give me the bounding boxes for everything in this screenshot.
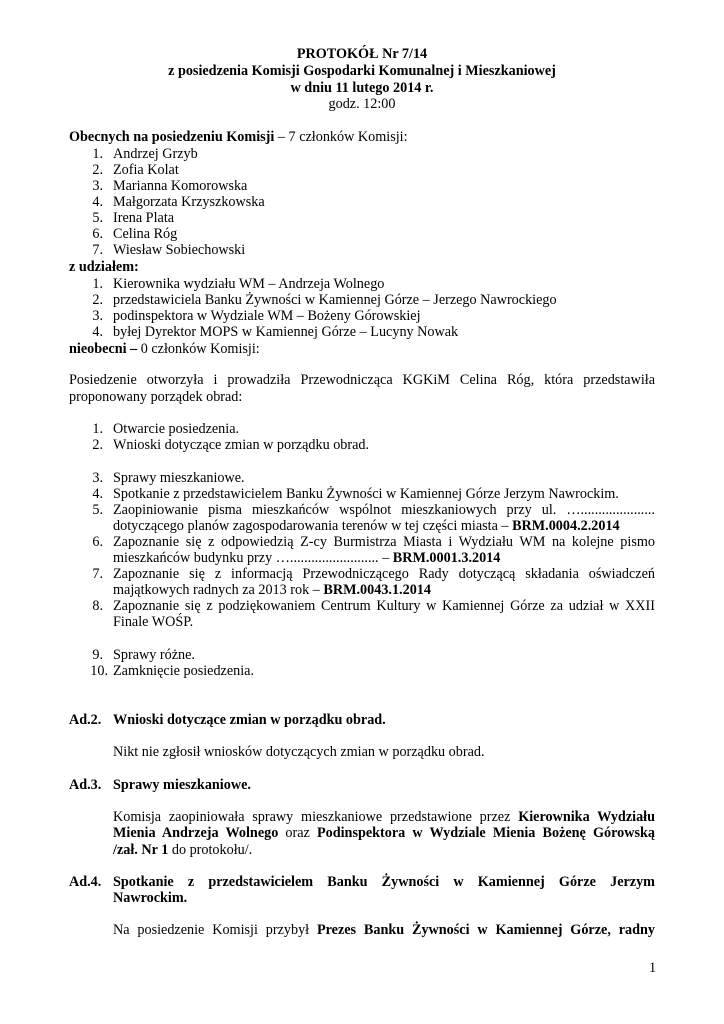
case-reference: BRM.0001.3.2014 — [392, 550, 501, 566]
guest-item: podinspektora w Wydziale WM – Bożeny Górowskiej — [113, 308, 421, 324]
agenda-item: Wnioski dotyczące zmian w porządku obrad. — [113, 437, 370, 453]
member-item: Zofia Kolat — [113, 162, 179, 178]
section-text-ad2: Nikt nie zgłosił wniosków dotyczących zmian w porządku obrad. — [113, 744, 485, 760]
member-item: Małgorzata Krzyszkowska — [113, 194, 265, 210]
section-heading-ad4: Spotkanie z przedstawicielem Banku Żywności w Kamiennej Górze Jerzym — [113, 874, 655, 890]
list-number: 3. — [92, 308, 103, 324]
guest-item: Kierownika wydziału WM – Andrzeja Wolnego — [113, 276, 385, 292]
agenda-item-text: majątkowych radnych za 2013 rok – — [113, 582, 324, 598]
list-number: 1. — [92, 276, 103, 292]
guest-item: przedstawiciela Banku Żywności w Kamiennej Górze – Jerzego Nawrockiego — [113, 292, 557, 308]
list-number: 1. — [92, 421, 103, 437]
absent-label: nieobecni – — [69, 341, 138, 357]
meeting-time: godz. 12:00 — [328, 96, 396, 112]
section-label-ad3: Ad.3. — [69, 777, 102, 793]
list-number: 3. — [92, 470, 103, 486]
text-run-bold: Podinspektora w Wydziale Mienia Bożenę Górowską — [316, 825, 655, 841]
agenda-item-cont: Finale WOŚP. — [113, 614, 194, 630]
section-heading-ad4-cont: Nawrockim. — [113, 890, 188, 906]
text-run: oraz — [278, 825, 317, 841]
case-reference: BRM.0004.2.2014 — [512, 518, 620, 534]
list-number: 6. — [92, 534, 103, 550]
text-run-bold: Kierownika Wydziału — [518, 809, 655, 825]
agenda-item-text: mieszkańców budynku przy …......................... – — [113, 550, 393, 566]
section-heading-ad3: Sprawy mieszkaniowe. — [113, 777, 251, 793]
section-text-ad4 — [113, 922, 655, 938]
document-subtitle: z posiedzenia Komisji Gospodarki Komunalnej i Mieszkaniowej — [168, 63, 556, 79]
agenda-item: Otwarcie posiedzenia. — [113, 421, 240, 437]
document-title: PROTOKÓŁ Nr 7/14 — [296, 46, 428, 62]
list-number: 4. — [92, 194, 103, 210]
list-number: 2. — [92, 292, 103, 308]
guest-item: byłej Dyrektor MOPS w Kamiennej Górze – Lucyny Nowak — [113, 324, 459, 340]
text-run-bold: Prezes Banku Żywności w Kamiennej Górze, radny — [316, 922, 655, 938]
absent-count: 0 członków Komisji: — [137, 341, 260, 357]
member-item: Celina Róg — [113, 226, 178, 242]
agenda-item: Zapoznanie się z informacją Przewodniczącego Rady dotyczącą składania oświadczeń — [113, 566, 655, 582]
list-number: 2. — [92, 162, 103, 178]
list-number: 8. — [92, 598, 103, 614]
section-text-ad3-line3 — [113, 842, 252, 858]
present-line — [69, 129, 408, 145]
list-number: 1. — [92, 146, 103, 162]
meeting-date: w dniu 11 lutego 2014 r. — [290, 80, 434, 96]
member-item: Marianna Komorowska — [113, 178, 248, 194]
agenda-item-text: dotyczącego planów zagospodarowania terenów w tej części miasta – — [113, 518, 513, 534]
list-number: 7. — [92, 242, 103, 258]
list-number: 5. — [92, 502, 103, 518]
section-label-ad4: Ad.4. — [69, 874, 102, 890]
agenda-item-cont — [113, 518, 620, 534]
absent-line — [69, 341, 260, 357]
list-number: 10. — [90, 663, 108, 679]
member-item: Irena Plata — [113, 210, 175, 226]
present-label: Obecnych na posiedzeniu Komisji — [69, 129, 275, 145]
text-run: do protokołu/. — [168, 842, 253, 858]
agenda-item: Zapoznanie się z podziękowaniem Centrum Kultury w Kamiennej Górze za udział w XXII — [113, 598, 655, 614]
list-number: 7. — [92, 566, 103, 582]
text-run: Komisja zaopiniowała sprawy mieszkaniowe przedstawione przez — [113, 809, 519, 825]
agenda-item: Zapoznanie się z odpowiedzią Z-cy Burmistrza Miasta i Wydziału WM na kolejne pismo — [113, 534, 655, 550]
list-number: 4. — [92, 486, 103, 502]
list-number: 4. — [92, 324, 103, 340]
list-number: 6. — [92, 226, 103, 242]
opening-line-1: Posiedzenie otworzyła i prowadziła Przewodnicząca KGKiM Celina Róg, która przedstawiła — [69, 372, 655, 388]
section-label-ad2: Ad.2. — [69, 712, 102, 728]
attachment-ref: /zał. Nr 1 — [113, 842, 169, 858]
agenda-item-cont — [113, 550, 500, 566]
case-reference: BRM.0043.1.2014 — [323, 582, 431, 598]
agenda-item-cont — [113, 582, 431, 598]
agenda-item: Sprawy różne. — [113, 647, 195, 663]
agenda-item: Sprawy mieszkaniowe. — [113, 470, 245, 486]
opening-line-2: proponowany porządek obrad: — [69, 389, 243, 405]
list-number: 5. — [92, 210, 103, 226]
section-text-ad3-line2 — [113, 825, 655, 841]
guests-label: z udziałem: — [69, 259, 139, 275]
member-item: Andrzej Grzyb — [113, 146, 198, 162]
text-run-bold: Mienia Andrzeja Wolnego — [113, 825, 279, 841]
agenda-item: Zaopiniowanie pisma mieszkańców wspólnot mieszkaniowych przy ul. …..................... — [113, 502, 655, 518]
present-count: – 7 członków Komisji: — [274, 129, 408, 145]
agenda-item: Zamknięcie posiedzenia. — [113, 663, 255, 679]
page-number: 1 — [649, 960, 657, 976]
section-text-ad3-line1 — [113, 809, 655, 825]
list-number: 3. — [92, 178, 103, 194]
text-run: Na posiedzenie Komisji przybył — [113, 922, 317, 938]
section-heading-ad2: Wnioski dotyczące zmian w porządku obrad. — [113, 712, 386, 728]
list-number: 9. — [92, 647, 103, 663]
list-number: 2. — [92, 437, 103, 453]
agenda-item: Spotkanie z przedstawicielem Banku Żywności w Kamiennej Górze Jerzym Nawrockim. — [113, 486, 619, 502]
member-item: Wiesław Sobiechowski — [113, 242, 246, 258]
